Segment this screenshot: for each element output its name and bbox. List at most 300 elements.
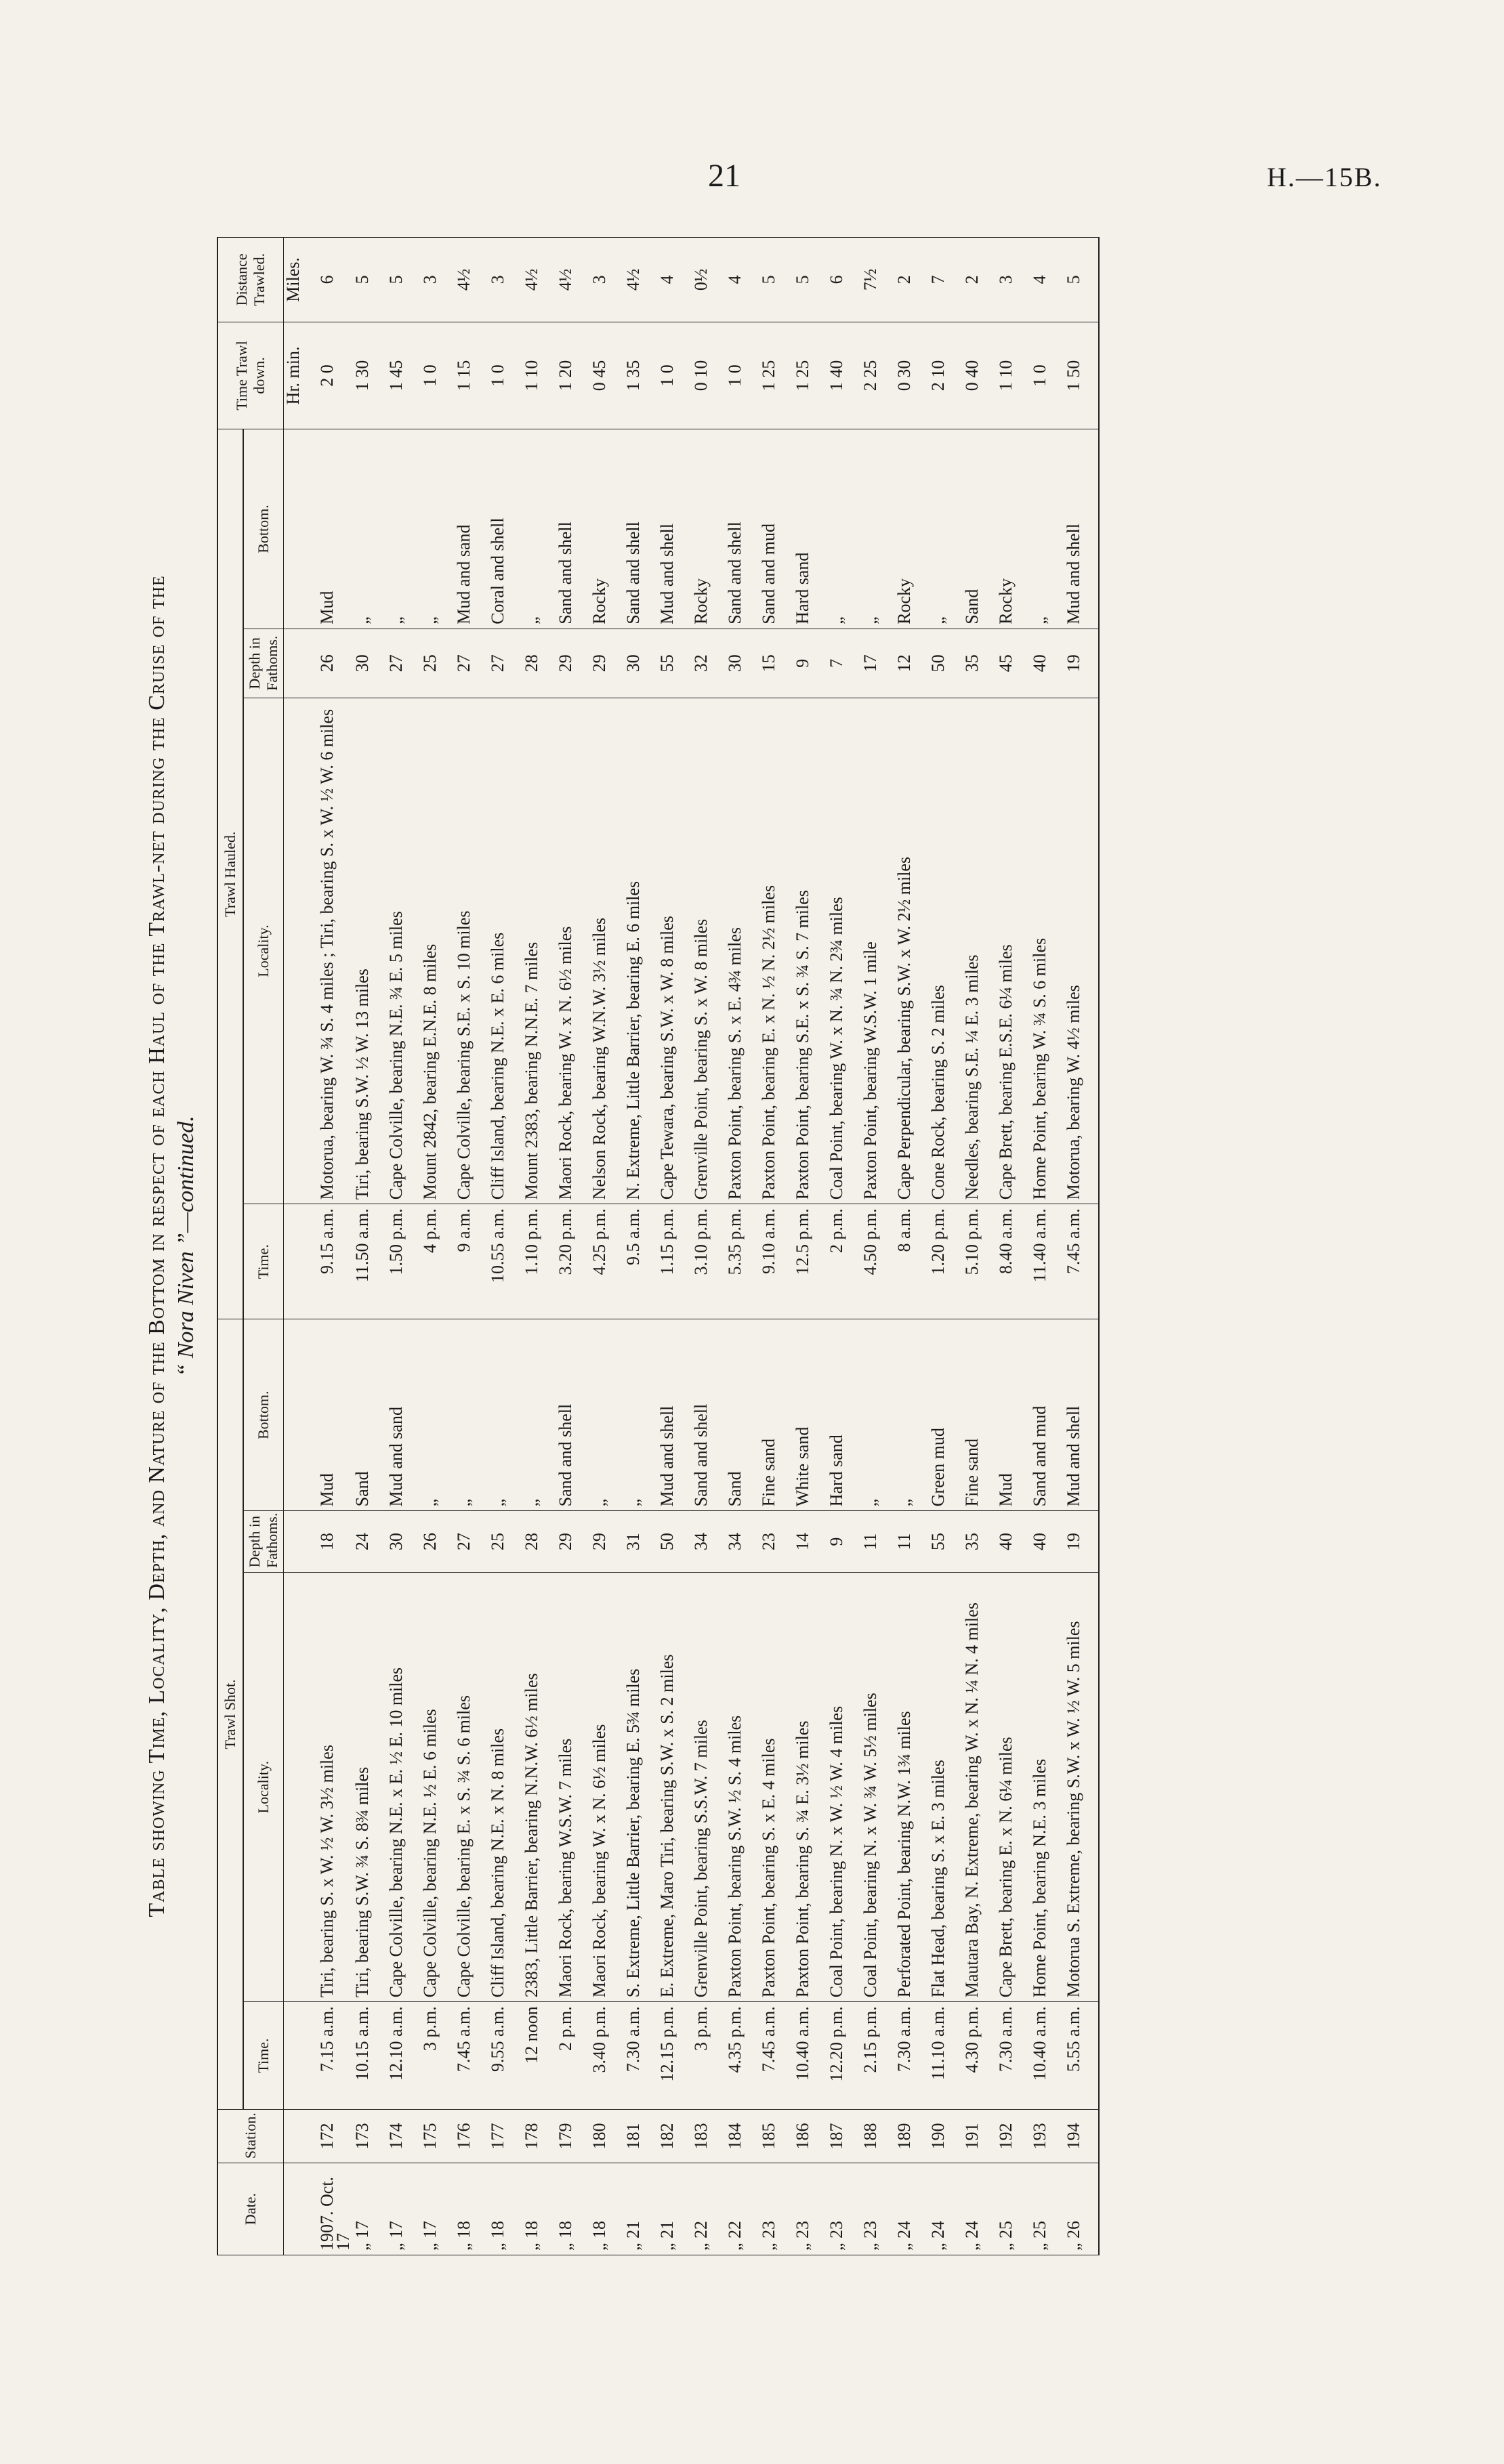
table-cell-haul-time: 2 p.m. bbox=[827, 1204, 861, 1319]
table-cell-haul-depth: 29 bbox=[556, 629, 590, 698]
table-cell-shot-bottom: Mud bbox=[997, 1319, 1030, 1511]
trawl-shot-header: Trawl Shot. bbox=[217, 1319, 243, 2110]
table-row bbox=[658, 238, 692, 2255]
table-cell-haul-time: 3.20 p.m. bbox=[556, 1204, 590, 1319]
table-cell-station: 193 bbox=[1030, 2109, 1064, 2163]
table-cell-shot-time: 10.40 a.m. bbox=[793, 2002, 827, 2110]
table-cell-distance: 4½ bbox=[522, 238, 556, 322]
table-cell-date: „ 18 bbox=[455, 2163, 488, 2255]
table-cell-distance: 3 bbox=[488, 238, 522, 322]
table-cell-haul-depth: 15 bbox=[759, 629, 793, 698]
table-row bbox=[827, 238, 861, 2255]
table-cell-distance: 3 bbox=[590, 238, 624, 322]
table-cell-shot-bottom: „ bbox=[861, 1319, 895, 1511]
table-cell-haul-depth: 9 bbox=[793, 629, 827, 698]
table-cell-shot-depth: 29 bbox=[590, 1511, 624, 1573]
table-cell-time-down: 1 0 bbox=[421, 322, 455, 429]
table-cell-shot-locality: Paxton Point, bearing S. x E. 4 miles bbox=[759, 1572, 793, 2001]
table-cell-time-down: 1 0 bbox=[1030, 322, 1064, 429]
table-cell-shot-locality: Flat Head, bearing S. x E. 3 miles bbox=[929, 1572, 963, 2001]
table-cell-distance: 4 bbox=[658, 238, 692, 322]
table-cell-haul-bottom: „ bbox=[827, 429, 861, 629]
table-cell-shot-time: 4.30 p.m. bbox=[963, 2002, 997, 2110]
table-subtitle: “ Nora Niven ”—continued. bbox=[173, 1116, 199, 1377]
table-cell-date: „ 22 bbox=[692, 2163, 726, 2255]
table-cell-haul-depth: 25 bbox=[421, 629, 455, 698]
table-cell-date: „ 25 bbox=[997, 2163, 1030, 2255]
table-cell-shot-locality: S. Extreme, Little Barrier, bearing E. 5¾ miles bbox=[624, 1572, 658, 2001]
table-cell-shot-depth: 35 bbox=[963, 1511, 997, 1573]
table-row bbox=[793, 238, 827, 2255]
table-cell-haul-depth: 30 bbox=[624, 629, 658, 698]
table-cell-shot-bottom: Mud and shell bbox=[658, 1319, 692, 1511]
document-reference: H.—15B. bbox=[1267, 162, 1382, 192]
table-cell-haul-time: 10.55 a.m. bbox=[488, 1204, 522, 1319]
table-cell-station: 189 bbox=[895, 2109, 929, 2163]
table-cell-station: 186 bbox=[793, 2109, 827, 2163]
table-cell-haul-time: 8.40 a.m. bbox=[997, 1204, 1030, 1319]
table-cell-shot-locality: E. Extreme, Maro Tiri, bearing S.W. x S. 2 miles bbox=[658, 1572, 692, 2001]
table-cell-haul-depth: 19 bbox=[1064, 629, 1099, 698]
table-cell-shot-locality: Cape Colville, bearing E. x S. ¾ S. 6 miles bbox=[455, 1572, 488, 2001]
table-cell-haul-bottom: Rocky bbox=[590, 429, 624, 629]
table-cell-haul-bottom: Mud bbox=[318, 429, 353, 629]
table-cell-shot-time: 10.15 a.m. bbox=[353, 2002, 387, 2110]
table-cell-shot-locality: Paxton Point, bearing S. ¾ E. 3½ miles bbox=[793, 1572, 827, 2001]
table-cell-time-down: 1 45 bbox=[387, 322, 421, 429]
table-cell-haul-bottom: Mud and sand bbox=[455, 429, 488, 629]
table-cell-date: „ 18 bbox=[590, 2163, 624, 2255]
table-cell-haul-locality: Motorua, bearing W. 4½ miles bbox=[1064, 698, 1099, 1204]
table-cell-shot-depth: 34 bbox=[726, 1511, 759, 1573]
table-cell-shot-locality: Mautara Bay, N. Extreme, bearing W. x N. ¼ N. 4 miles bbox=[963, 1572, 997, 2001]
table-cell-shot-depth: 34 bbox=[692, 1511, 726, 1573]
table-cell-haul-locality: Home Point, bearing W. ¾ S. 6 miles bbox=[1030, 698, 1064, 1204]
trawl-table bbox=[217, 237, 1100, 2255]
table-cell-haul-bottom: „ bbox=[353, 429, 387, 629]
table-cell-date: „ 23 bbox=[793, 2163, 827, 2255]
table-cell-shot-bottom: „ bbox=[590, 1319, 624, 1511]
table-cell-station: 176 bbox=[455, 2109, 488, 2163]
table-cell-shot-bottom: White sand bbox=[793, 1319, 827, 1511]
table-cell-shot-locality: Tiri, bearing S. x W. ½ W. 3½ miles bbox=[318, 1572, 353, 2001]
shot-bottom-header: Bottom. bbox=[243, 1319, 284, 1511]
table-row bbox=[318, 238, 353, 2255]
table-cell-shot-locality: Tiri, bearing S.W. ¾ S. 8¾ miles bbox=[353, 1572, 387, 2001]
table-cell-haul-bottom: „ bbox=[929, 429, 963, 629]
table-cell-haul-locality: Cape Perpendicular, bearing S.W. x W. 2½ miles bbox=[895, 698, 929, 1204]
table-cell-station: 172 bbox=[318, 2109, 353, 2163]
table-cell-date: „ 26 bbox=[1064, 2163, 1099, 2255]
table-cell-haul-bottom: Coral and shell bbox=[488, 429, 522, 629]
table-cell-shot-locality: 2383, Little Barrier, bearing N.N.W. 6½ miles bbox=[522, 1572, 556, 2001]
table-cell-haul-locality: Cape Tewara, bearing S.W. x W. 8 miles bbox=[658, 698, 692, 1204]
rotated-table-block bbox=[122, 230, 1382, 2262]
table-cell-haul-depth: 50 bbox=[929, 629, 963, 698]
page-header bbox=[0, 157, 1504, 198]
time-down-header: Time Trawl down. bbox=[217, 322, 284, 429]
table-row bbox=[455, 238, 488, 2255]
table-cell-distance: 6 bbox=[318, 238, 353, 322]
table-cell-haul-locality: Paxton Point, bearing E. x N. ½ N. 2½ miles bbox=[759, 698, 793, 1204]
table-cell-shot-locality: Motorua S. Extreme, bearing S.W. x W. ½ W. 5 miles bbox=[1064, 1572, 1099, 2001]
table-cell-haul-locality: Coal Point, bearing W. x N. ¾ N. 2¾ miles bbox=[827, 698, 861, 1204]
table-cell-distance: 4½ bbox=[556, 238, 590, 322]
table-cell-shot-bottom: „ bbox=[488, 1319, 522, 1511]
table-cell-haul-depth: 45 bbox=[997, 629, 1030, 698]
table-row bbox=[759, 238, 793, 2255]
table-cell-distance: 4½ bbox=[624, 238, 658, 322]
table-cell-distance: 2 bbox=[963, 238, 997, 322]
table-cell-shot-time: 10.40 a.m. bbox=[1030, 2002, 1064, 2110]
table-cell-time-down: 2 10 bbox=[929, 322, 963, 429]
table-cell-shot-bottom: Mud bbox=[318, 1319, 353, 1511]
table-cell-shot-depth: 26 bbox=[421, 1511, 455, 1573]
table-cell-station: 192 bbox=[997, 2109, 1030, 2163]
table-cell-date: „ 21 bbox=[658, 2163, 692, 2255]
table-cell-shot-depth: 18 bbox=[318, 1511, 353, 1573]
table-cell-shot-time: 7.15 a.m. bbox=[318, 2002, 353, 2110]
table-cell-time-down: 1 25 bbox=[793, 322, 827, 429]
table-cell-shot-time: 11.10 a.m. bbox=[929, 2002, 963, 2110]
table-cell-shot-depth: 40 bbox=[1030, 1511, 1064, 1573]
table-cell-station: 191 bbox=[963, 2109, 997, 2163]
table-cell-time-down: 1 10 bbox=[522, 322, 556, 429]
table-cell-shot-locality: Cape Colville, bearing N.E. ½ E. 6 miles bbox=[421, 1572, 455, 2001]
table-cell-shot-time: 7.45 a.m. bbox=[759, 2002, 793, 2110]
table-cell-shot-locality: Home Point, bearing N.E. 3 miles bbox=[1030, 1572, 1064, 2001]
table-cell-haul-locality: Tiri, bearing S.W. ½ W. 13 miles bbox=[353, 698, 387, 1204]
table-cell-shot-depth: 29 bbox=[556, 1511, 590, 1573]
table-cell-shot-bottom: Hard sand bbox=[827, 1319, 861, 1511]
table-row bbox=[590, 238, 624, 2255]
table-cell-shot-depth: 25 bbox=[488, 1511, 522, 1573]
table-cell-shot-locality: Coal Point, bearing N. x W. ½ W. 4 miles bbox=[827, 1572, 861, 2001]
table-cell-shot-depth: 27 bbox=[455, 1511, 488, 1573]
table-row bbox=[963, 238, 997, 2255]
distance-header: Distance Trawled. bbox=[217, 238, 284, 322]
table-cell-distance: 7½ bbox=[861, 238, 895, 322]
table-cell-time-down: 0 40 bbox=[963, 322, 997, 429]
table-cell-shot-locality: Cape Brett, bearing E. x N. 6¼ miles bbox=[997, 1572, 1030, 2001]
table-cell-time-down: 1 10 bbox=[997, 322, 1030, 429]
table-cell-haul-locality: Paxton Point, bearing S.E. x S. ¾ S. 7 miles bbox=[793, 698, 827, 1204]
table-cell-haul-depth: 32 bbox=[692, 629, 726, 698]
table-cell-haul-bottom: „ bbox=[1030, 429, 1064, 629]
table-cell-station: 173 bbox=[353, 2109, 387, 2163]
table-cell-time-down: 1 50 bbox=[1064, 322, 1099, 429]
table-cell-shot-time: 2.15 p.m. bbox=[861, 2002, 895, 2110]
table-cell-station: 194 bbox=[1064, 2109, 1099, 2163]
table-cell-shot-locality: Maori Rock, bearing W.S.W. 7 miles bbox=[556, 1572, 590, 2001]
table-cell-shot-time: 12.20 p.m. bbox=[827, 2002, 861, 2110]
page-number: 21 bbox=[708, 158, 740, 194]
shot-depth-header: Depth in Fathoms. bbox=[243, 1511, 284, 1573]
table-cell-haul-bottom: Sand and shell bbox=[726, 429, 759, 629]
table-cell-haul-bottom: Rocky bbox=[692, 429, 726, 629]
table-cell-shot-depth: 30 bbox=[387, 1511, 421, 1573]
table-cell-haul-bottom: Rocky bbox=[997, 429, 1030, 629]
table-row bbox=[353, 238, 387, 2255]
table-cell-station: 183 bbox=[692, 2109, 726, 2163]
table-cell-time-down: 0 10 bbox=[692, 322, 726, 429]
table-cell-time-down: 2 0 bbox=[318, 322, 353, 429]
table-cell-shot-bottom: Sand bbox=[353, 1319, 387, 1511]
table-cell-shot-time: 3 p.m. bbox=[692, 2002, 726, 2110]
table-cell-haul-bottom: Sand and shell bbox=[624, 429, 658, 629]
table-cell-date: „ 24 bbox=[929, 2163, 963, 2255]
table-cell-time-down: 2 25 bbox=[861, 322, 895, 429]
table-cell-station: 190 bbox=[929, 2109, 963, 2163]
table-cell-shot-time: 7.30 a.m. bbox=[997, 2002, 1030, 2110]
table-cell-distance: 6 bbox=[827, 238, 861, 322]
table-cell-date: „ 24 bbox=[963, 2163, 997, 2255]
table-cell-haul-bottom: „ bbox=[861, 429, 895, 629]
table-cell-haul-depth: 29 bbox=[590, 629, 624, 698]
table-cell-shot-bottom: „ bbox=[455, 1319, 488, 1511]
units-distance: Miles. bbox=[284, 238, 318, 322]
table-cell-shot-depth: 40 bbox=[997, 1511, 1030, 1573]
shot-locality-header: Locality. bbox=[243, 1572, 284, 2001]
table-cell-date: „ 21 bbox=[624, 2163, 658, 2255]
table-row bbox=[421, 238, 455, 2255]
table-cell-station: 178 bbox=[522, 2109, 556, 2163]
table-cell-shot-locality: Cape Colville, bearing N.E. x E. ½ E. 10 miles bbox=[387, 1572, 421, 2001]
table-cell-haul-locality: Cone Rock, bearing S. 2 miles bbox=[929, 698, 963, 1204]
table-cell-shot-time: 5.55 a.m. bbox=[1064, 2002, 1099, 2110]
table-cell-station: 180 bbox=[590, 2109, 624, 2163]
table-cell-time-down: 1 25 bbox=[759, 322, 793, 429]
table-row bbox=[522, 238, 556, 2255]
table-cell-station: 177 bbox=[488, 2109, 522, 2163]
table-cell-haul-time: 4.25 p.m. bbox=[590, 1204, 624, 1319]
table-cell-time-down: 1 15 bbox=[455, 322, 488, 429]
table-cell-shot-locality: Paxton Point, bearing S.W. ½ S. 4 miles bbox=[726, 1572, 759, 2001]
haul-locality-header: Locality. bbox=[243, 698, 284, 1204]
table-cell-shot-depth: 23 bbox=[759, 1511, 793, 1573]
table-cell-haul-time: 1.20 p.m. bbox=[929, 1204, 963, 1319]
table-cell-shot-time: 7.45 a.m. bbox=[455, 2002, 488, 2110]
table-row bbox=[1030, 238, 1064, 2255]
table-cell-haul-depth: 35 bbox=[963, 629, 997, 698]
table-row bbox=[1064, 238, 1099, 2255]
table-cell-time-down: 1 0 bbox=[658, 322, 692, 429]
table-cell-haul-locality: Needles, bearing S.E. ¼ E. 3 miles bbox=[963, 698, 997, 1204]
table-row bbox=[861, 238, 895, 2255]
table-cell-distance: 4½ bbox=[455, 238, 488, 322]
table-cell-haul-time: 11.40 a.m. bbox=[1030, 1204, 1064, 1319]
table-cell-distance: 4 bbox=[726, 238, 759, 322]
table-cell-haul-depth: 55 bbox=[658, 629, 692, 698]
table-cell-haul-time: 5.35 p.m. bbox=[726, 1204, 759, 1319]
table-cell-shot-locality: Cliff Island, bearing N.E. x N. 8 miles bbox=[488, 1572, 522, 2001]
table-cell-time-down: 0 45 bbox=[590, 322, 624, 429]
table-cell-haul-locality: Paxton Point, bearing W.S.W. 1 mile bbox=[861, 698, 895, 1204]
table-cell-station: 187 bbox=[827, 2109, 861, 2163]
table-cell-haul-bottom: „ bbox=[387, 429, 421, 629]
table-cell-shot-bottom: „ bbox=[522, 1319, 556, 1511]
table-cell-distance: 3 bbox=[421, 238, 455, 322]
table-row bbox=[624, 238, 658, 2255]
table-cell-date: „ 18 bbox=[556, 2163, 590, 2255]
table-cell-shot-bottom: Sand and shell bbox=[556, 1319, 590, 1511]
table-cell-shot-depth: 55 bbox=[929, 1511, 963, 1573]
table-cell-date: 1907. Oct. 17 bbox=[318, 2163, 353, 2255]
table-cell-haul-depth: 12 bbox=[895, 629, 929, 698]
table-cell-haul-depth: 26 bbox=[318, 629, 353, 698]
table-cell-haul-time: 11.50 a.m. bbox=[353, 1204, 387, 1319]
table-cell-distance: 5 bbox=[353, 238, 387, 322]
table-cell-shot-depth: 50 bbox=[658, 1511, 692, 1573]
table-cell-haul-locality: Paxton Point, bearing S. x E. 4¾ miles bbox=[726, 698, 759, 1204]
table-cell-shot-depth: 28 bbox=[522, 1511, 556, 1573]
table-cell-distance: 5 bbox=[1064, 238, 1099, 322]
table-cell-haul-time: 1.50 p.m. bbox=[387, 1204, 421, 1319]
table-row bbox=[997, 238, 1030, 2255]
table-cell-haul-time: 4.50 p.m. bbox=[861, 1204, 895, 1319]
table-cell-time-down: 1 0 bbox=[488, 322, 522, 429]
table-cell-haul-depth: 30 bbox=[353, 629, 387, 698]
table-cell-shot-depth: 9 bbox=[827, 1511, 861, 1573]
table-cell-haul-depth: 27 bbox=[387, 629, 421, 698]
table-cell-shot-time: 3.40 p.m. bbox=[590, 2002, 624, 2110]
table-cell-shot-time: 9.55 a.m. bbox=[488, 2002, 522, 2110]
table-row bbox=[556, 238, 590, 2255]
table-cell-shot-bottom: Sand and shell bbox=[692, 1319, 726, 1511]
table-cell-haul-depth: 28 bbox=[522, 629, 556, 698]
table-cell-haul-bottom: Rocky bbox=[895, 429, 929, 629]
haul-depth-header: Depth in Fathoms. bbox=[243, 629, 284, 698]
table-cell-shot-depth: 14 bbox=[793, 1511, 827, 1573]
table-cell-haul-locality: Cape Colville, bearing N.E. ¾ E. 5 miles bbox=[387, 698, 421, 1204]
units-time: Hr. min. bbox=[284, 322, 318, 429]
table-cell-distance: 3 bbox=[997, 238, 1030, 322]
table-cell-shot-locality: Perforated Point, bearing N.W. 1¾ miles bbox=[895, 1572, 929, 2001]
table-cell-shot-bottom: Mud and sand bbox=[387, 1319, 421, 1511]
table-cell-station: 188 bbox=[861, 2109, 895, 2163]
table-cell-date: „ 18 bbox=[488, 2163, 522, 2255]
table-cell-shot-locality: Coal Point, bearing N. x W. ¾ W. 5½ miles bbox=[861, 1572, 895, 2001]
table-cell-date: „ 22 bbox=[726, 2163, 759, 2255]
table-cell-haul-time: 8 a.m. bbox=[895, 1204, 929, 1319]
table-cell-shot-bottom: „ bbox=[624, 1319, 658, 1511]
table-cell-haul-time: 3.10 p.m. bbox=[692, 1204, 726, 1319]
table-cell-haul-locality: Cliff Island, bearing N.E. x E. 6 miles bbox=[488, 698, 522, 1204]
table-row bbox=[387, 238, 421, 2255]
table-cell-date: „ 24 bbox=[895, 2163, 929, 2255]
table-cell-haul-locality: Mount 2842, bearing E.N.E. 8 miles bbox=[421, 698, 455, 1204]
table-cell-station: 179 bbox=[556, 2109, 590, 2163]
table-cell-haul-time: 4 p.m. bbox=[421, 1204, 455, 1319]
table-cell-haul-locality: Grenville Point, bearing S. x W. 8 miles bbox=[692, 698, 726, 1204]
table-cell-shot-bottom: „ bbox=[895, 1319, 929, 1511]
table-cell-haul-time: 9 a.m. bbox=[455, 1204, 488, 1319]
table-cell-date: „ 17 bbox=[387, 2163, 421, 2255]
table-cell-haul-bottom: Sand and shell bbox=[556, 429, 590, 629]
table-cell-haul-time: 7.45 a.m. bbox=[1064, 1204, 1099, 1319]
table-cell-haul-locality: Mount 2383, bearing N.N.E. 7 miles bbox=[522, 698, 556, 1204]
table-cell-shot-bottom: Fine sand bbox=[963, 1319, 997, 1511]
table-cell-haul-bottom: Mud and shell bbox=[658, 429, 692, 629]
table-cell-haul-bottom: Mud and shell bbox=[1064, 429, 1099, 629]
table-cell-haul-locality: Maori Rock, bearing W. x N. 6½ miles bbox=[556, 698, 590, 1204]
table-cell-haul-locality: Motorua, bearing W. ¾ S. 4 miles ; Tiri, bearing S. x W. ½ W. 6 miles bbox=[318, 698, 353, 1204]
table-cell-shot-bottom: Fine sand bbox=[759, 1319, 793, 1511]
table-cell-time-down: 1 30 bbox=[353, 322, 387, 429]
table-cell-haul-depth: 30 bbox=[726, 629, 759, 698]
table-cell-shot-bottom: Sand bbox=[726, 1319, 759, 1511]
table-cell-shot-locality: Grenville Point, bearing S.S.W. 7 miles bbox=[692, 1572, 726, 2001]
table-cell-haul-time: 5.10 p.m. bbox=[963, 1204, 997, 1319]
table-cell-shot-depth: 19 bbox=[1064, 1511, 1099, 1573]
table-cell-haul-time: 9.15 a.m. bbox=[318, 1204, 353, 1319]
table-cell-time-down: 0 30 bbox=[895, 322, 929, 429]
table-cell-distance: 7 bbox=[929, 238, 963, 322]
table-cell-time-down: 1 35 bbox=[624, 322, 658, 429]
table-cell-shot-bottom: „ bbox=[421, 1319, 455, 1511]
units-row bbox=[284, 238, 318, 2255]
table-cell-shot-time: 12.10 a.m. bbox=[387, 2002, 421, 2110]
table-cell-haul-bottom: „ bbox=[522, 429, 556, 629]
table-cell-haul-time: 9.10 a.m. bbox=[759, 1204, 793, 1319]
table-cell-haul-locality: Nelson Rock, bearing W.N.W. 3½ miles bbox=[590, 698, 624, 1204]
table-cell-haul-locality: Cape Brett, bearing E.S.E. 6¼ miles bbox=[997, 698, 1030, 1204]
table-cell-haul-locality: N. Extreme, Little Barrier, bearing E. 6 miles bbox=[624, 698, 658, 1204]
table-title: Table showing Time, Locality, Depth, and Nature of the Bottom in respect of each Haul of the Trawl-net during the Cruise of the bbox=[144, 575, 169, 1917]
table-cell-haul-time: 1.15 p.m. bbox=[658, 1204, 692, 1319]
table-cell-distance: 5 bbox=[759, 238, 793, 322]
table-cell-station: 174 bbox=[387, 2109, 421, 2163]
station-header: Station. bbox=[217, 2109, 284, 2163]
table-cell-shot-locality: Maori Rock, bearing W. x N. 6½ miles bbox=[590, 1572, 624, 2001]
table-cell-date: „ 23 bbox=[759, 2163, 793, 2255]
table-cell-shot-time: 12.15 p.m. bbox=[658, 2002, 692, 2110]
table-cell-shot-bottom: Mud and shell bbox=[1064, 1319, 1099, 1511]
haul-time-header: Time. bbox=[243, 1204, 284, 1319]
table-cell-date: „ 17 bbox=[353, 2163, 387, 2255]
table-cell-shot-time: 2 p.m. bbox=[556, 2002, 590, 2110]
table-cell-haul-time: 9.5 a.m. bbox=[624, 1204, 658, 1319]
table-cell-haul-locality: Cape Colville, bearing S.E. x S. 10 miles bbox=[455, 698, 488, 1204]
haul-bottom-header: Bottom. bbox=[243, 429, 284, 629]
table-row bbox=[895, 238, 929, 2255]
date-header: Date. bbox=[217, 2163, 284, 2255]
table-cell-shot-time: 3 p.m. bbox=[421, 2002, 455, 2110]
table-cell-date: „ 18 bbox=[522, 2163, 556, 2255]
table-cell-shot-depth: 11 bbox=[895, 1511, 929, 1573]
table-cell-shot-time: 12 noon bbox=[522, 2002, 556, 2110]
table-cell-date: „ 23 bbox=[827, 2163, 861, 2255]
table-cell-haul-bottom: Sand and mud bbox=[759, 429, 793, 629]
table-cell-haul-bottom: Sand bbox=[963, 429, 997, 629]
table-cell-haul-bottom: „ bbox=[421, 429, 455, 629]
shot-time-header: Time. bbox=[243, 2002, 284, 2110]
table-cell-station: 181 bbox=[624, 2109, 658, 2163]
table-cell-shot-time: 7.30 a.m. bbox=[624, 2002, 658, 2110]
table-row bbox=[929, 238, 963, 2255]
table-row bbox=[692, 238, 726, 2255]
table-cell-shot-depth: 31 bbox=[624, 1511, 658, 1573]
table-cell-haul-depth: 27 bbox=[455, 629, 488, 698]
table-cell-haul-depth: 7 bbox=[827, 629, 861, 698]
table-cell-date: „ 23 bbox=[861, 2163, 895, 2255]
table-cell-distance: 5 bbox=[387, 238, 421, 322]
table-cell-date: „ 17 bbox=[421, 2163, 455, 2255]
table-cell-haul-depth: 40 bbox=[1030, 629, 1064, 698]
table-cell-distance: 2 bbox=[895, 238, 929, 322]
table-cell-station: 184 bbox=[726, 2109, 759, 2163]
table-cell-time-down: 1 0 bbox=[726, 322, 759, 429]
